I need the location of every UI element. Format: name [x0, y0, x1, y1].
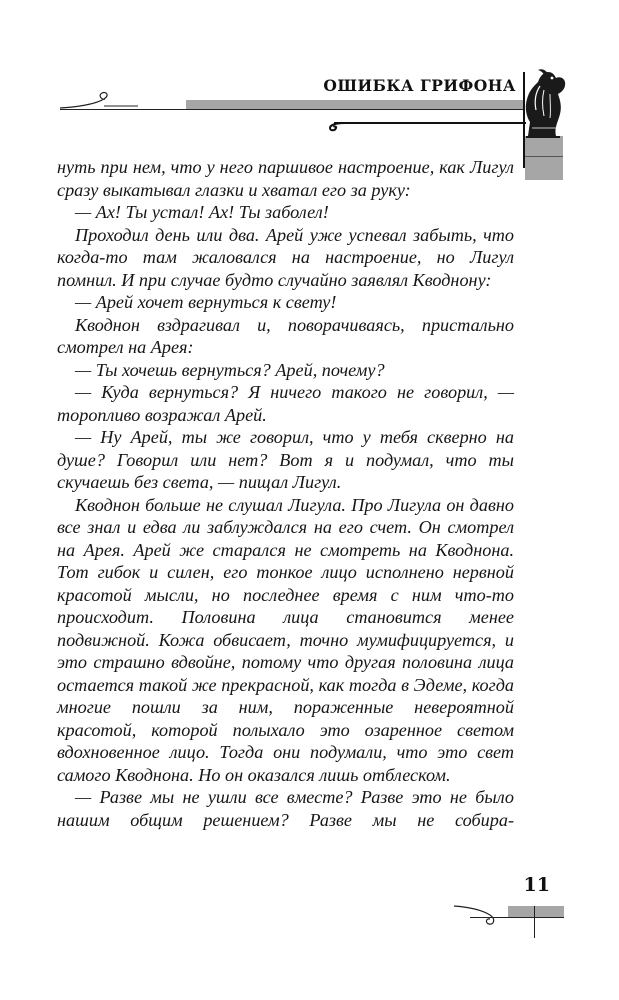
header-block-rule	[525, 156, 563, 157]
page-number: 11	[523, 874, 550, 896]
paragraph: Кводнон больше не слушал Лигула. Про Лигула он давно все знал и едва ли заблуждался на его счет. Он смотрел на Арея. Арей же старался не смотреть на Кводнона. Тот гибок и силен, его тонкое лицо исполнено нервной красотой мысли, но последнее время с ним что-то происходит. Половина лица становится менее подвижной. Кожа обвисает, точно мумифицируется, и это страшно вдвойне, потому что другая половина лица остается такой же прекрасной, как тогда в Эдеме, когда многие пошли за ним, пораженные невероятной красотой, которой полыхало это озаренное светом вдохновенное лицо. Тогда они подумали, что это свет самого Кводнона. Но он оказался лишь отблеском.	[57, 494, 514, 785]
paragraph: — Ты хочешь вернуться? Арей, почему?	[75, 359, 385, 380]
curl-ornament-icon	[326, 116, 346, 132]
paragraph: — Куда вернуться? Я ничего такого не говорил, — торопливо возражал Арей.	[57, 382, 514, 425]
paragraph: — Арей хочет вернуться к свету!	[75, 292, 337, 312]
header-rule-lower	[334, 122, 526, 124]
paragraph: — Разве мы не ушли все вместе? Разве это не было нашим общим решением? Разве мы не собира-	[57, 787, 514, 830]
footer-vertical-rule	[534, 906, 535, 938]
griffin-statue-icon	[518, 66, 568, 138]
header-gray-block	[525, 136, 563, 180]
footer-rule	[470, 917, 564, 918]
paragraph: нуть при нем, что у него паршивое настроение, как Лигул сразу выкатывал глазки и хватал его за руку:	[57, 157, 514, 200]
paragraph: Проходил день или два. Арей уже успевал забыть, что когда-то там жаловался на настроение, но Лигул помнил. И при случае будто случайно заявлял Кводнону:	[57, 224, 514, 290]
header-rule	[60, 109, 523, 110]
running-title: ОШИБКА ГРИФОНА	[323, 76, 516, 95]
paragraph: — Ах! Ты устал! Ах! Ты заболел!	[75, 202, 329, 222]
paragraph: Кводнон вздрагивал и, поворачиваясь, пристально смотрел на Арея:	[57, 314, 514, 357]
paragraph: — Ну Арей, ты же говорил, что у тебя скверно на душе? Говорил или нет? Вот я и подумал, что ты скучаешь без света, — пищал Лигул.	[57, 427, 514, 492]
footer-gray-bar	[508, 906, 564, 917]
body-text	[57, 156, 514, 831]
header-gray-bar	[186, 100, 523, 109]
swirl-flourish-icon	[452, 898, 512, 928]
